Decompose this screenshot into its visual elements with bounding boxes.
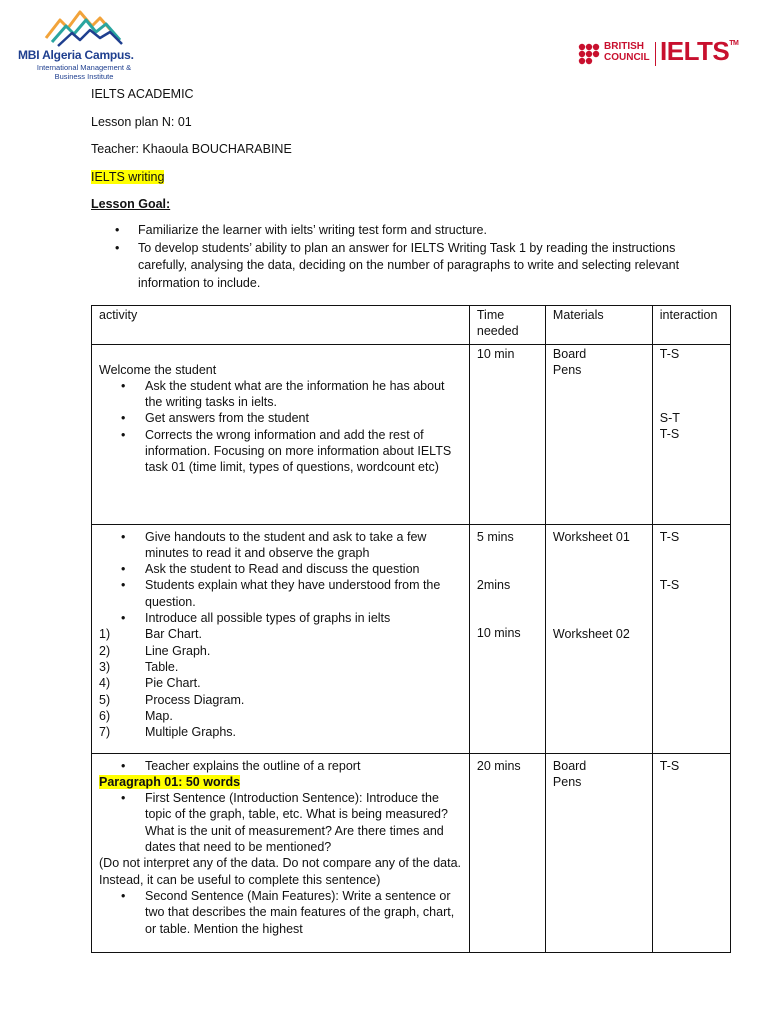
activity-bullets bbox=[99, 378, 463, 476]
mountain-logo-icon bbox=[36, 6, 128, 48]
list-item: • Second Sentence (Main Features): Write a sentence or two that describes the main features of the graph, chart, or table. Mention the highest bbox=[99, 888, 463, 937]
time-cell: 10 min bbox=[469, 344, 545, 524]
activity-bullets bbox=[99, 529, 463, 627]
list-item: • Ask the student to Read and discuss the question bbox=[99, 561, 463, 577]
materials-cell: Worksheet 01 Worksheet 02 bbox=[545, 524, 652, 753]
list-item: 1) Bar Chart. bbox=[99, 627, 202, 642]
table-row bbox=[92, 753, 731, 952]
list-item: • Give handouts to the student and ask to take a few minutes to read it and observe the graph bbox=[99, 529, 463, 562]
list-item: 5) Process Diagram. bbox=[99, 692, 245, 707]
teacher-name: Teacher: Khaoula BOUCHARABINE bbox=[91, 142, 292, 156]
goal-item: • To develop students’ ability to plan an answer for IELTS Writing Task 1 by reading the instructions carefully, analysing the data, deciding on the number of paragraphs to write and selecting relevant information to include. bbox=[91, 240, 711, 293]
header-time-needed: Time needed bbox=[469, 306, 545, 345]
header-activity: activity bbox=[92, 306, 470, 345]
list-item: 6) Map. bbox=[99, 708, 173, 723]
lesson-plan-number: Lesson plan N: 01 bbox=[91, 115, 192, 129]
british-council-wordmark: BRITISH COUNCIL bbox=[604, 41, 650, 63]
activity-bullets bbox=[99, 790, 463, 855]
lesson-topic: IELTS writing bbox=[91, 170, 165, 184]
time-cell: 5 mins 2mins 10 mins bbox=[469, 524, 545, 753]
paragraph-label: Paragraph 01: 50 words bbox=[99, 774, 241, 789]
materials-cell: Board Pens bbox=[545, 753, 652, 952]
lesson-goal-heading: Lesson Goal: bbox=[91, 197, 171, 211]
table-header-row bbox=[92, 306, 731, 345]
table-row bbox=[92, 344, 731, 524]
graph-types-list bbox=[99, 626, 463, 740]
activity-cell bbox=[92, 753, 470, 952]
time-cell: 20 mins bbox=[469, 753, 545, 952]
activity-cell bbox=[92, 524, 470, 753]
materials-cell: Board Pens bbox=[545, 344, 652, 524]
list-item: • Teacher explains the outline of a report bbox=[99, 758, 463, 774]
interaction-cell: T-S bbox=[652, 753, 730, 952]
header-materials: Materials bbox=[545, 306, 652, 345]
interaction-cell: T-S T-S bbox=[652, 524, 730, 753]
mbi-logo bbox=[18, 6, 148, 82]
logo-divider bbox=[655, 42, 656, 66]
list-item: • Get answers from the student bbox=[99, 410, 463, 426]
british-council-ielts-logo bbox=[578, 36, 739, 70]
list-item: 2) Line Graph. bbox=[99, 643, 211, 658]
course-title: IELTS ACADEMIC bbox=[91, 87, 194, 101]
table-row bbox=[92, 524, 731, 753]
activity-cell bbox=[92, 344, 470, 524]
list-item: 7) Multiple Graphs. bbox=[99, 725, 237, 740]
goal-item: • Familiarize the learner with ielts’ writing test form and structure. bbox=[91, 222, 711, 240]
activity-bullets bbox=[99, 758, 463, 774]
lesson-goals-list bbox=[91, 222, 711, 292]
activity-bullets bbox=[99, 888, 463, 937]
list-item: • Ask the student what are the information he has about the writing tasks in ielts. bbox=[99, 378, 463, 411]
welcome-text: Welcome the student bbox=[99, 362, 217, 377]
header-interaction: interaction bbox=[652, 306, 730, 345]
british-council-dots-icon bbox=[578, 43, 600, 65]
list-item: • Introduce all possible types of graphs in ielts bbox=[99, 610, 463, 626]
list-item: • Students explain what they have understood from the question. bbox=[99, 577, 463, 610]
campus-name: MBI Algeria Campus. bbox=[18, 48, 134, 62]
list-item: 3) Table. bbox=[99, 659, 179, 674]
lesson-plan-table bbox=[91, 305, 731, 953]
ielts-wordmark: IELTS™ bbox=[660, 36, 739, 66]
list-item: • Corrects the wrong information and add the rest of information. Focusing on more information about IELTS task 01 (time limit, types of questions, wordcount etc) bbox=[99, 427, 463, 476]
campus-subtitle: International Management & Business Institute bbox=[36, 63, 132, 81]
note-text: (Do not interpret any of the data. Do not compare any of the data. Instead, it can be useful to complete this sentence) bbox=[99, 856, 462, 887]
interaction-cell: T-S S-T T-S bbox=[652, 344, 730, 524]
list-item: • First Sentence (Introduction Sentence): Introduce the topic of the graph, table, etc. What is being measured? What is the unit of measurement? Are there times and dates that need to be mentioned? bbox=[99, 790, 463, 855]
list-item: 4) Pie Chart. bbox=[99, 676, 201, 691]
